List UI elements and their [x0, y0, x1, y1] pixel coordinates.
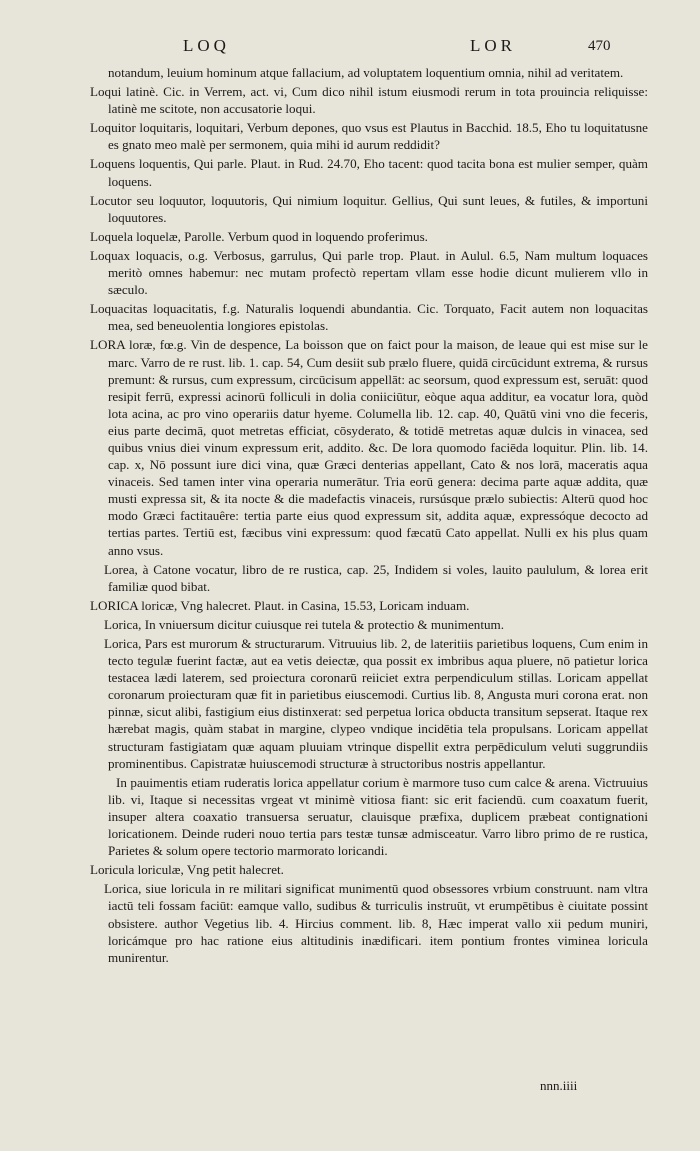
entry: Loricula loriculæ, Vng petit halecret. — [90, 862, 284, 878]
entry: LORA loræ, fœ.g. Vin de despence, La boisson que on faict pour la maison, de leaue qui est mise sur le marc. Varro de re rust. lib. 1. cap. 54, Cum desiit sub prælo fluere, quidā circūcidunt extrema, & rursus premunt: & rursus, cum expressum, circūcisum appellāt: ac seorsum, quod expressum est, seruāt: quod resipit ferrū, expressi acinorū folliculi in dolia coniiciūtur, eòque aqua additur, ea vocatur lora, quòd lota acina, ac pro vino operariis datur hyeme. Columella lib. 12. cap. 40, Quātū vini vno die feceris, eius parte decimā, quot metretas efficiat, cōsyderato, & totidē metretas aquæ dulcis in vinacea, sed quibus vnius diei vinum expressum erit, addito. &c. De lora quomodo faciēda loquitur. Plin. lib. 14. cap. x, Nō possunt iure dici vina, quæ Græci denterias appellant, Cato & nos lorā, maceratis aqua vinaceis. Sed tamen inter vina operaria numerātur. Tria eorū genera: decima parte aquæ addita, quæ musti expressa sit, & ita nocte & die madefactis vinaceis, rursúsque prælo subiectis: Alterū quod hoc modo Græci factitauêre: tertia parte eius quod expressum sit, addita aquæ, expressóque decocto ad tertias partes. Tertiū est, fæcibus vini expressum: quod fæcatū Cato appellat. Nulli ex his plus quam anno vsus. — [90, 337, 648, 558]
page-number: 470 — [588, 38, 611, 54]
entry: Lorea, à Catone vocatur, libro de re rustica, cap. 25, Indidem si voles, lauito paululum, & lorea erit familiæ quod bibat. — [104, 561, 648, 594]
entry: Locutor seu loquutor, loquutoris, Qui nimium loquitur. Gellius, Qui sunt leues, & futiles, & importuni loquutores. — [90, 192, 648, 225]
entry: Loquax loquacis, o.g. Verbosus, garrulus, Qui parle trop. Plaut. in Aulul. 6.5, Nam multum loquaces meritò omnes habemur: nec mutam profectò repertam vllam esse hodie dicunt mulierem vllo in sæculo. — [90, 247, 648, 298]
header-left-guideword: LOQ — [183, 36, 230, 55]
signature-mark: nnn.iiii — [540, 1078, 578, 1093]
entry: notandum, leuium hominum atque fallacium, ad voluptatem loquentium omnia, nihil ad veritatem. — [108, 65, 624, 80]
header-right-guideword: LOR — [470, 36, 516, 55]
entry: Lorica, In vniuersum dicitur cuiusque rei tutela & protectio & munimentum. — [104, 616, 504, 632]
entry: Loquela loquelæ, Parolle. Verbum quod in loquendo proferimus. — [90, 228, 428, 244]
entry: Lorica, Pars est murorum & structurarum. Vitruuius lib. 2, de lateritiis parietibus loquens, Cum enim in tecto tegulæ fuerint factæ, aut ea vetis deiectæ, qua possit ex imbribus aqua pluere, nō patietur lorica testacea lædi laterem, sed proiectura coronarū reiiciet extra perpendiculum stillas. Loricam appellat coronarum proiecturam quæ fit in parietibus eiuscemodi. Curtius lib. 8, Angusta muri corona erat. non pinnæ, sicut alibi, fastigium eius distinxerat: sed perpetua lorica obducta transitum sepserat. Itaque rex hærebat magis, quàm stabat in margine, clypeo vndique incidētia tela propulsans. Loricam appellat structuram fastigiatam quæ aquam pluuiam vtrinque dispellit extra perpēdiculum veluti suggrundiis prominentibus. Capistratæ huiuscemodi structuræ à structoribus nostris appellantur. — [104, 636, 648, 771]
running-header — [0, 36, 700, 62]
entry: Lorica, siue loricula in re militari significat munimentū quod obsessores vrbium construunt. nam vltra iactū teli fossam faciūt: eamque vallo, sudibus & turriculis instruūt, vt erumpētibus è ciuitate possint obsistere. author Vegetius lib. 4. Hircius comment. lib. 8, Hæc imperat vallo xii pedum muniri, loricámque pro hac ratione eius altitudinis inædificari. item pontium frontes viminea loricula munirentur. — [104, 881, 648, 965]
entry: Loquens loquentis, Qui parle. Plaut. in Rud. 24.70, Eho tacent: quod tacita bona est mulier semper, quàm loquens. — [90, 156, 648, 189]
entry: Loquitor loquitaris, loquitari, Verbum depones, quo vsus est Plautus in Bacchid. 18.5, Eho tu loquitatusne es gnato meo malè per sermonem, quia mihi id aurum reddidit? — [90, 120, 648, 153]
entry: LORICA loricæ, Vng halecret. Plaut. in Casina, 15.53, Loricam induam. — [90, 597, 470, 613]
entry: Loqui latinè. Cic. in Verrem, act. vi, Cum dico nihil istum eiusmodi rerum in tota prouincia reliquisse: latinè me scitote, non accusatorie loqui. — [90, 84, 648, 117]
entry: Loquacitas loquacitatis, f.g. Naturalis loquendi abundantia. Cic. Torquato, Facit autem non loquacitas mea, sed beneuolentia longiores epistolas. — [90, 301, 648, 334]
dictionary-text — [90, 64, 648, 968]
entry: In pauimentis etiam ruderatis lorica appellatur corium è marmore tuso cum calce & arena. Victruuius lib. vi, Itaque si necessitas vrgeat vt minimè vitiosa fiant: sic erit faciendū. cum coaxatum fuerit, insuper altera coaxatio transuersa seruatur, clauisque præfixa, duplicem præbeat contignationi loricationem. Deinde ruderi nouo tertia pars testæ tunsæ admisceatur. Varro libro primo de re rustica, Parietes & solum opere tectorio marmorato loricandi. — [108, 774, 648, 859]
